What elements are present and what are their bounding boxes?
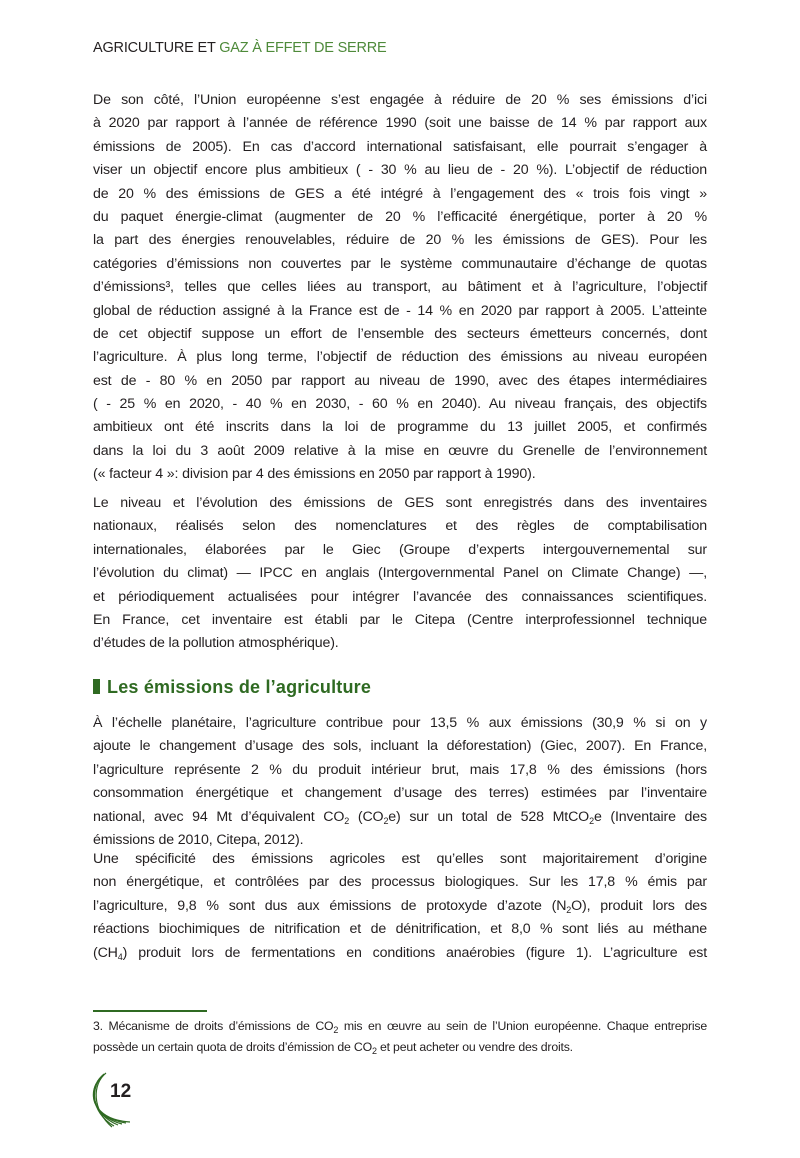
text-line xyxy=(93,735,707,758)
text-line xyxy=(93,609,707,632)
text-run: 3. Mécanisme de droits d’émissions de CO xyxy=(93,1019,334,1033)
footnote-divider xyxy=(93,1010,207,1012)
text-line xyxy=(93,918,707,941)
text-run: de 20 % des émissions de GES a été intégré à l’engagement des « trois fois vingt » xyxy=(93,185,707,202)
footnote xyxy=(93,1016,707,1058)
text-line xyxy=(93,492,707,515)
header-title: AGRICULTURE ET xyxy=(93,40,220,56)
running-header xyxy=(93,40,387,56)
text-line xyxy=(93,515,707,538)
text-line xyxy=(93,463,707,486)
text-run: d’études de la pollution atmosphérique). xyxy=(93,635,339,652)
text-line xyxy=(93,562,707,585)
text-run: l’évolution du climat) — IPCC en anglais (Intergovernmental Panel on Climate Change) —, xyxy=(93,565,707,582)
text-run: est de - 80 % en 2050 par rapport au niveau de 1990, avec des étapes intermédiaires xyxy=(93,372,707,389)
text-run: l’agriculture représente 2 % du produit intérieur brut, mais 17,8 % des émissions (hors xyxy=(93,761,707,778)
text-run: ( - 25 % en 2020, - 40 % en 2030, - 60 % en 2040). Au niveau français, des objectifs xyxy=(93,396,707,413)
text-run: e (Inventaire des xyxy=(593,808,707,825)
subscript: 2 xyxy=(566,904,572,915)
text-run: réactions biochimiques de nitrification et de dénitrification, et 8,0 % sont liés au méthane xyxy=(93,921,707,938)
text-line xyxy=(93,370,707,393)
text-line xyxy=(93,539,707,562)
text-line xyxy=(93,942,707,965)
subscript: 2 xyxy=(344,815,350,826)
subscript: 2 xyxy=(371,1046,377,1056)
text-line xyxy=(93,440,707,463)
text-run: global de réduction assigné à la France est de - 14 % en 2020 par rapport à 2005. L’atteinte xyxy=(93,302,707,319)
subscript: 2 xyxy=(333,1025,339,1035)
text-run: Une spécificité des émissions agricoles est qu’elles sont majoritairement d’origine xyxy=(93,851,707,867)
text-line xyxy=(93,206,707,229)
text-run: et périodiquement actualisées pour intégrer l’avancée des connaissances scientifiques. xyxy=(93,588,707,605)
text-line xyxy=(93,712,707,735)
text-line xyxy=(93,229,707,252)
text-run: émissions de 2005). En cas d’accord international satisfaisant, elle pourrait s’engager à xyxy=(93,138,707,155)
header-title-green: GAZ À EFFET DE SERRE xyxy=(219,40,387,56)
text-run: nationaux, réalisés selon des nomenclatures et des règles de comptabilisation xyxy=(93,518,707,535)
text-line xyxy=(93,895,707,918)
text-line xyxy=(93,276,707,299)
text-run: Le niveau et l’évolution des émissions de GES sont enregistrés dans des inventaires xyxy=(93,495,707,511)
text-run: (CH xyxy=(93,944,118,961)
text-line xyxy=(93,1037,707,1058)
text-run: (« facteur 4 »: division par 4 des émissions en 2050 par rapport à 1990). xyxy=(93,466,536,483)
text-run: l’agriculture, 9,8 % sont dus aux émissions de protoxyde d’azote (N xyxy=(93,897,567,914)
text-run: la part des énergies renouvelables, réduire de 20 % les émissions de GES). Pour les xyxy=(93,232,707,249)
text-line xyxy=(93,586,707,609)
heading-bar-icon xyxy=(93,679,100,694)
text-run: de cet objectif suppose un effort de l’ensemble des secteurs émetteurs concernés, dont xyxy=(93,325,707,342)
text-line xyxy=(93,848,707,871)
text-line xyxy=(93,136,707,159)
subscript: 4 xyxy=(117,951,123,962)
text-line xyxy=(93,300,707,323)
text-run: viser un objectif encore plus ambitieux ( - 30 % au lieu de - 20 %). L’objectif de réduction xyxy=(93,162,707,179)
subscript: 2 xyxy=(383,815,389,826)
text-line xyxy=(93,183,707,206)
text-line xyxy=(93,759,707,782)
text-line xyxy=(93,416,707,439)
text-run: à 2020 par rapport à l’année de référence 1990 (soit une baisse de 14 % par rapport aux xyxy=(93,115,707,132)
text-line xyxy=(93,1016,707,1037)
text-run: mis en œuvre au sein de l’Union européenne. Chaque entreprise xyxy=(338,1019,707,1033)
text-run: À l’échelle planétaire, l’agriculture contribue pour 13,5 % aux émissions (30,9 % si on y xyxy=(93,715,707,731)
paragraph-agricultural-specificity xyxy=(93,848,707,965)
paragraph-agriculture-share xyxy=(93,712,707,852)
text-line xyxy=(93,806,707,829)
text-line xyxy=(93,871,707,894)
paragraph-eu-targets xyxy=(93,89,707,487)
text-run: et peut acheter ou vendre des droits. xyxy=(376,1040,573,1054)
text-run: national, avec 94 Mt d’équivalent CO xyxy=(93,808,345,825)
paragraph-inventories xyxy=(93,492,707,656)
text-run: possède un certain quota de droits d’émission de CO xyxy=(93,1040,372,1054)
text-line xyxy=(93,253,707,276)
text-run: catégories d’émissions non couvertes par le système communautaire d’échange de quotas xyxy=(93,255,707,272)
text-line xyxy=(93,346,707,369)
text-line xyxy=(93,159,707,182)
subscript: 2 xyxy=(589,815,594,826)
text-run: ajoute le changement d’usage des sols, incluant la déforestation) (Giec, 2007). En France, xyxy=(93,738,707,755)
text-run: (CO xyxy=(349,808,384,825)
text-run: e) sur un total de 528 MtCO xyxy=(388,808,590,825)
text-run: émissions de 2010, Citepa, 2012). xyxy=(93,831,304,848)
text-run: En France, cet inventaire est établi par le Citepa (Centre interprofessionnel technique xyxy=(93,611,707,628)
text-run: ambitieux ont été inscrits dans la loi de programme du 13 juillet 2005, et confirmés xyxy=(93,419,707,436)
text-run: non énergétique, et contrôlées par des processus biologiques. Sur les 17,8 % émis par xyxy=(93,874,707,891)
text-line xyxy=(93,112,707,135)
text-line xyxy=(93,393,707,416)
page-number: 12 xyxy=(110,1081,132,1102)
text-run: l’agriculture. À plus long terme, l’objectif de réduction des émissions au niveau européen xyxy=(93,349,707,366)
text-line xyxy=(93,632,707,655)
text-run: du paquet énergie-climat (augmenter de 20 % l’efficacité énergétique, porter à 20 % xyxy=(93,208,707,225)
section-heading-text: Les émissions de l’agriculture xyxy=(107,677,372,697)
text-run: O), produit lors des xyxy=(571,897,707,914)
text-run: De son côté, l’Union européenne s’est engagée à réduire de 20 % ses émissions d’ici xyxy=(93,92,707,108)
section-heading xyxy=(93,677,371,698)
text-run: internationales, élaborées par le Giec (Groupe d’experts intergouvernemental sur xyxy=(93,541,707,558)
text-run: d’émissions³, telles que celles liées au transport, au bâtiment et à l’agriculture, l’objectif xyxy=(93,279,707,296)
text-run: ) produit lors de fermentations en conditions anaérobies (figure 1). L’agriculture est xyxy=(122,944,707,961)
text-line xyxy=(93,323,707,346)
text-run: dans la loi du 3 août 2009 relative à la mise en œuvre du Grenelle de l’environnement xyxy=(93,442,707,459)
text-line xyxy=(93,782,707,805)
text-run: consommation énergétique et changement d’usage des terres) estimées par l’inventaire xyxy=(93,785,707,802)
text-line xyxy=(93,89,707,112)
